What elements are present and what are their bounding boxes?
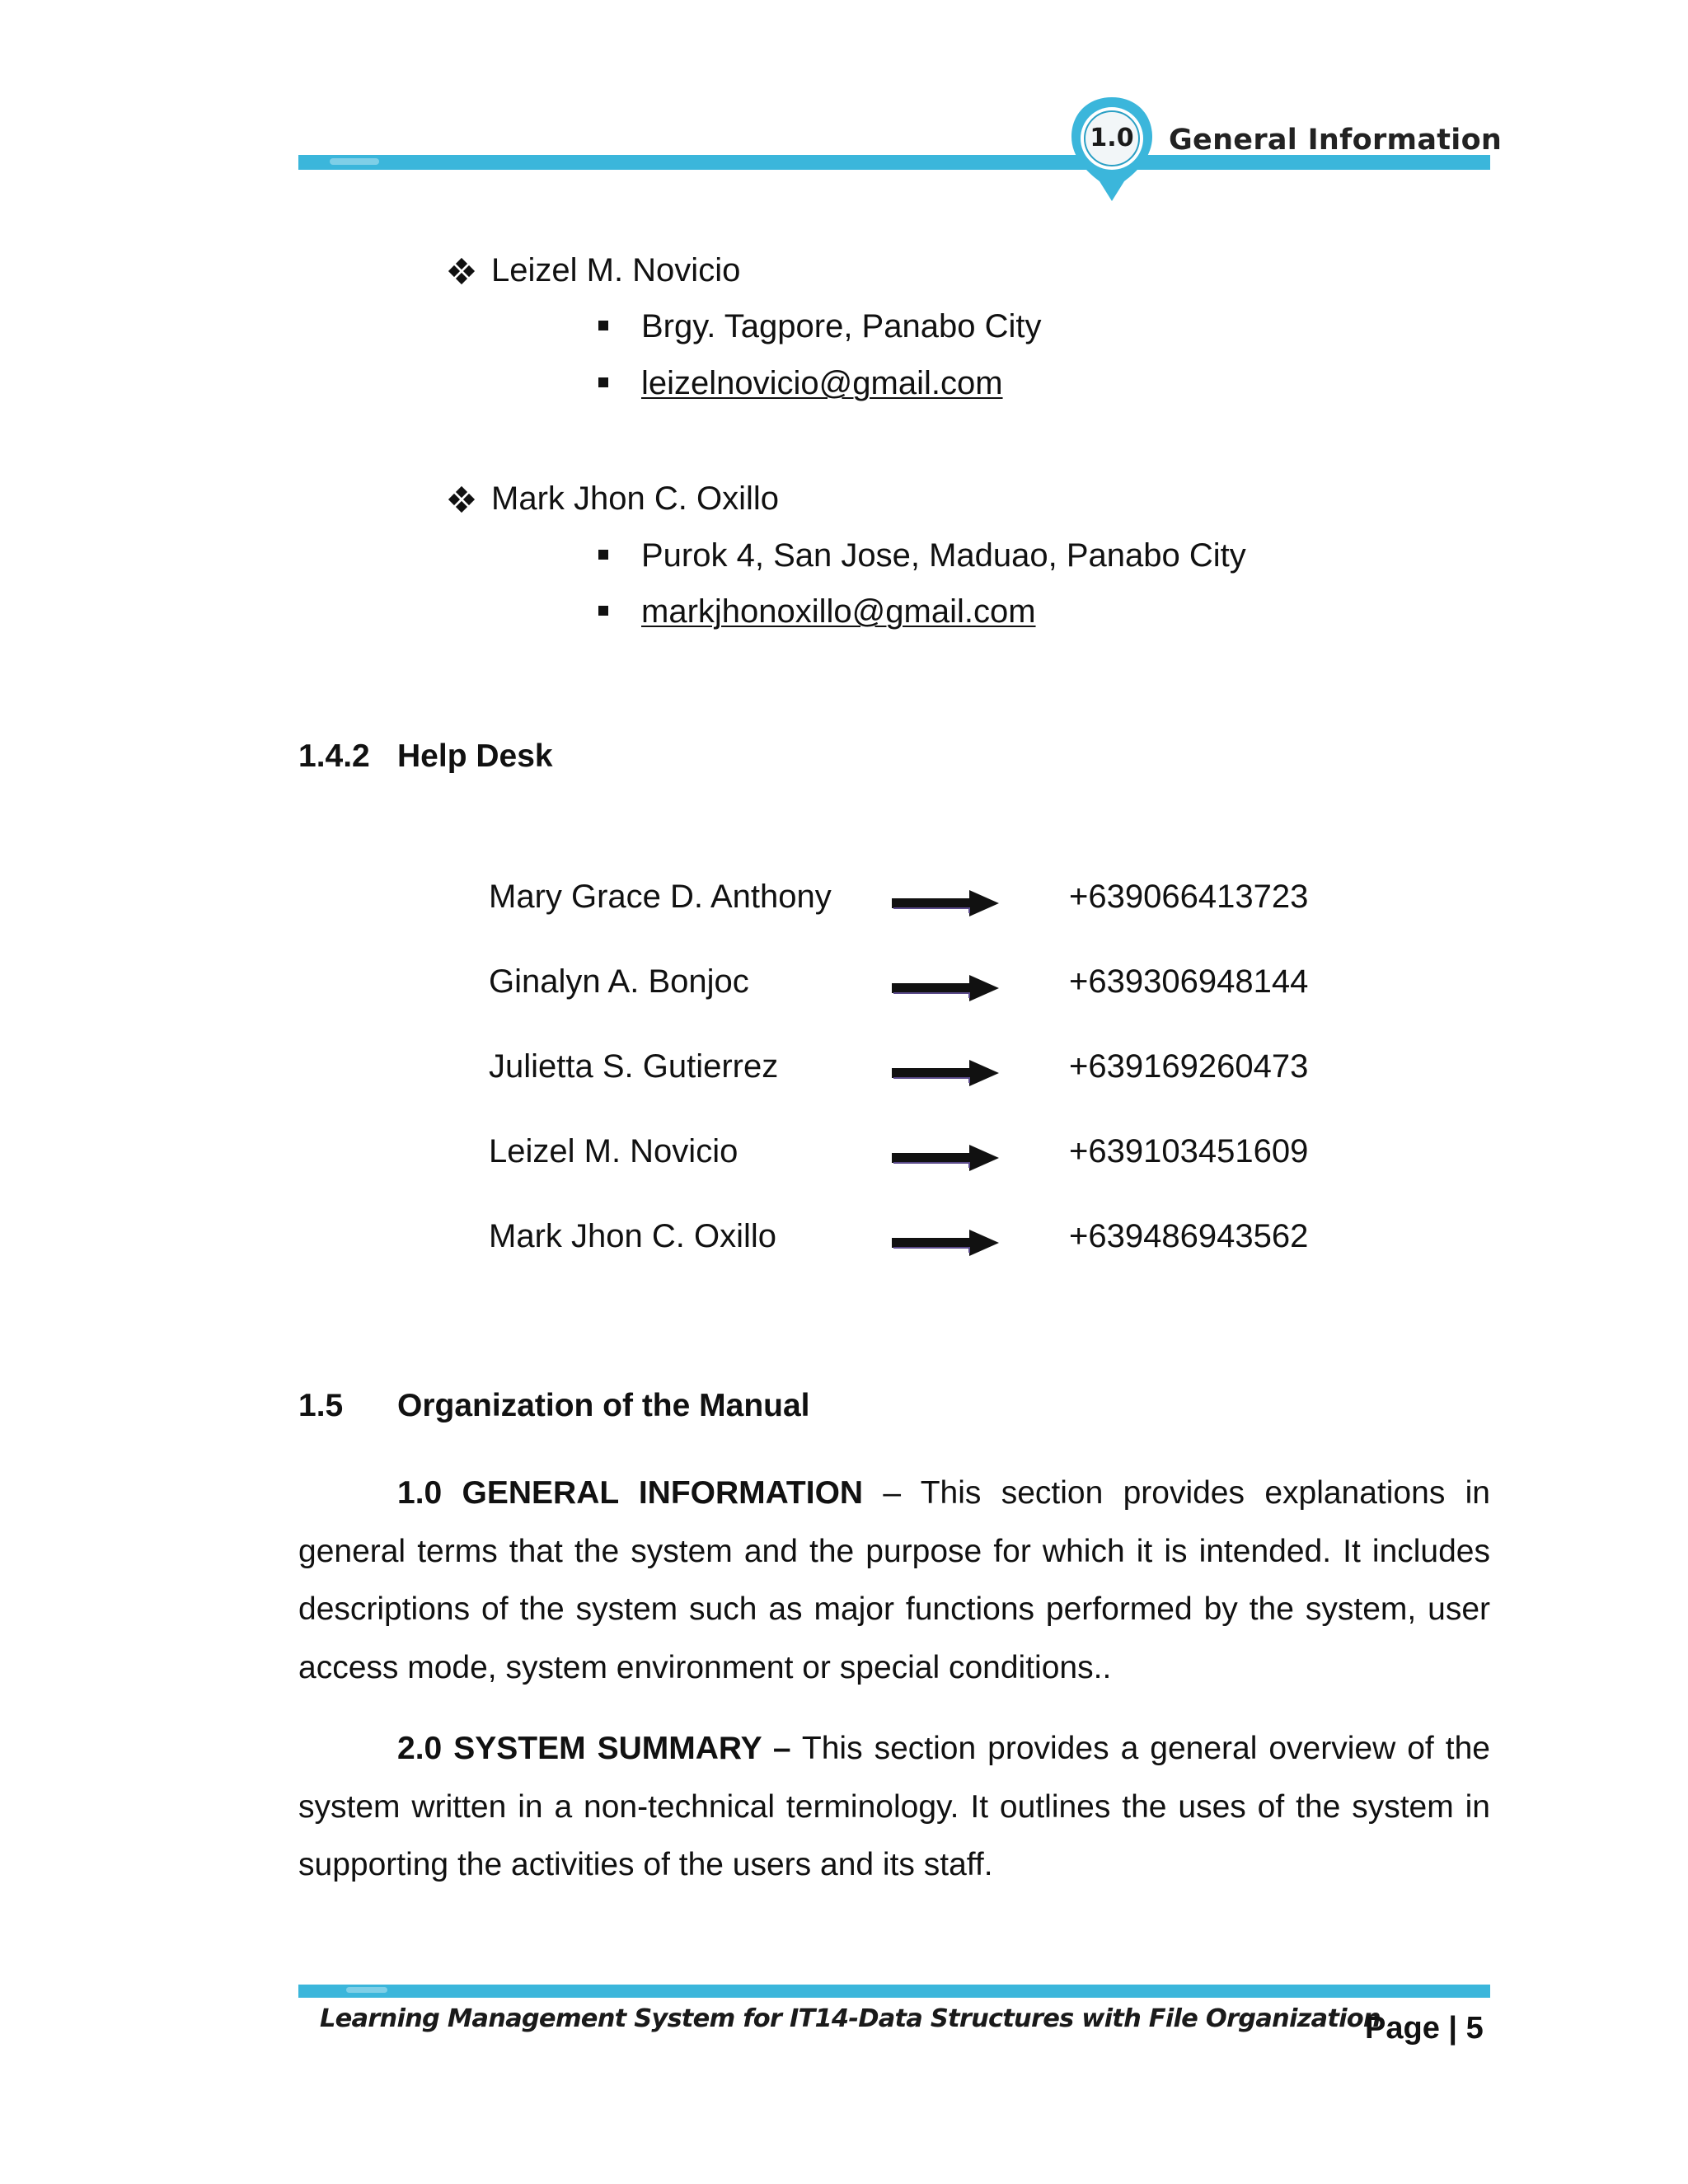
section-description-paragraph [298, 1465, 1490, 1697]
paragraph-text: – This section provides explanations in general terms that the system and the purpose for which it is intended. It includes descriptions of the system such as major functions performed by the system, user access mode, system environment or special conditions.. [298, 1475, 1490, 1685]
header-rule-accent [330, 158, 379, 165]
help-desk-name: Mary Grace D. Anthony [489, 879, 832, 915]
right-arrow-icon [890, 1058, 1001, 1088]
organization-title: Organization of the Manual [397, 1388, 810, 1423]
help-desk-phone: +639169260473 [1069, 1048, 1309, 1085]
help-desk-heading [298, 738, 553, 775]
help-desk-name: Ginalyn A. Bonjoc [489, 963, 749, 1000]
help-desk-phone: +639306948144 [1069, 963, 1309, 1000]
diamond-bullet-icon [450, 488, 473, 511]
header-section-number: 1.0 [1090, 124, 1134, 152]
help-desk-phone: +639103451609 [1069, 1133, 1309, 1169]
paragraph-lead: 2.0 SYSTEM SUMMARY – [397, 1731, 791, 1766]
help-desk-row [0, 963, 1688, 1013]
right-arrow-icon [890, 973, 1001, 1003]
contact-name: Leizel M. Novicio [491, 252, 741, 288]
help-desk-title: Help Desk [397, 738, 553, 774]
help-desk-phone: +639486943562 [1069, 1218, 1309, 1254]
right-arrow-icon [890, 1143, 1001, 1173]
page-number: Page | 5 [1365, 2011, 1484, 2046]
organization-heading [298, 1388, 810, 1424]
help-desk-name: Leizel M. Novicio [489, 1133, 738, 1169]
help-desk-row [0, 1048, 1688, 1098]
contact-email-link[interactable]: markjhonoxillo@gmail.com [641, 593, 1036, 630]
paragraph-text: This section provides a general overview of the system written in a non-technical terminology. It outlines the uses of the system in supporting the activities of the users and its staff. [298, 1731, 1490, 1882]
right-arrow-icon [890, 1228, 1001, 1258]
help-desk-row [0, 1218, 1688, 1268]
help-desk-row [0, 879, 1688, 928]
contact-name-row [450, 480, 779, 518]
help-desk-number: 1.4.2 [298, 738, 370, 774]
footer-document-title: Learning Management System for IT14-Data Structures with File Organization [320, 2004, 1381, 2033]
square-bullet-icon [598, 550, 608, 560]
contact-email-link[interactable]: leizelnovicio@gmail.com [641, 365, 1003, 401]
contact-name-row [450, 252, 740, 289]
help-desk-phone: +639066413723 [1069, 879, 1309, 915]
help-desk-row [0, 1133, 1688, 1183]
help-desk-name: Mark Jhon C. Oxillo [489, 1218, 776, 1254]
organization-number: 1.5 [298, 1388, 344, 1423]
footer-rule-accent [346, 1987, 387, 1993]
section-description-paragraph [298, 1720, 1490, 1895]
header-rule [298, 155, 1490, 170]
square-bullet-icon [598, 606, 608, 616]
diamond-bullet-icon [450, 260, 473, 283]
contact-address: Purok 4, San Jose, Maduao, Panabo City [641, 537, 1246, 574]
paragraph-lead: 1.0 GENERAL INFORMATION [397, 1475, 864, 1511]
contact-address: Brgy. Tagpore, Panabo City [641, 308, 1042, 344]
square-bullet-icon [598, 321, 608, 330]
footer-rule [298, 1985, 1490, 1998]
square-bullet-icon [598, 377, 608, 387]
contact-email-row [598, 593, 1036, 630]
contact-address-row [598, 537, 1246, 574]
contact-email-row [598, 365, 1003, 402]
help-desk-name: Julietta S. Gutierrez [489, 1048, 779, 1085]
contact-address-row [598, 308, 1041, 345]
right-arrow-icon [890, 888, 1001, 918]
contact-name: Mark Jhon C. Oxillo [491, 480, 779, 517]
header-section-title: General Information [1169, 124, 1503, 157]
